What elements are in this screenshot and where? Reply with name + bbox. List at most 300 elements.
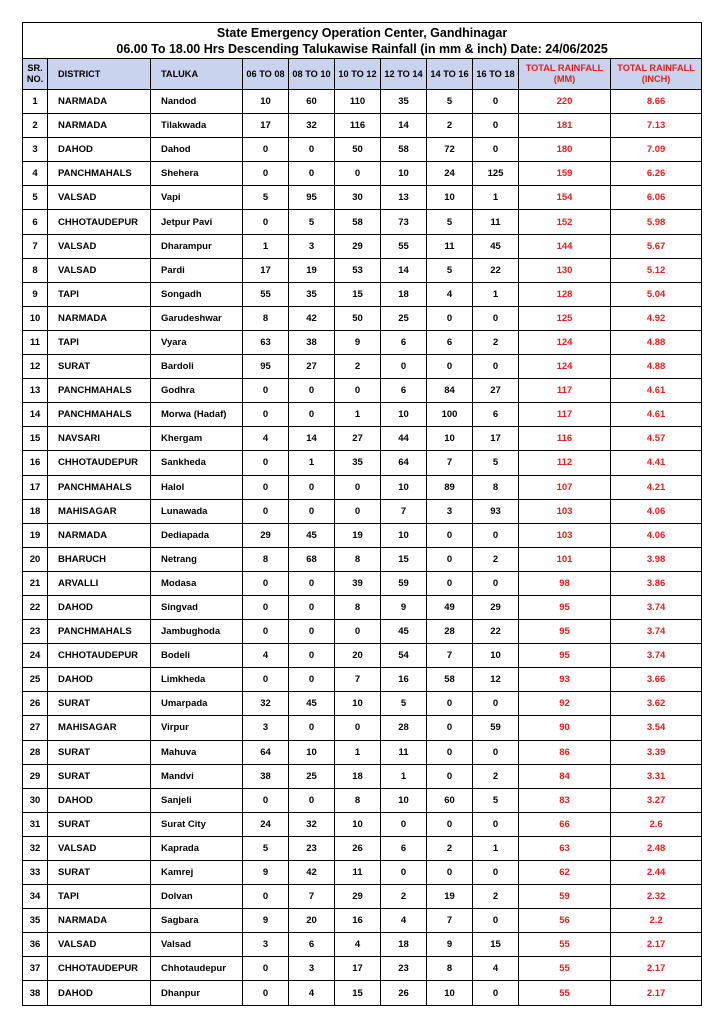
cell-total-mm: 128 <box>519 282 611 306</box>
cell-total-inch: 6.26 <box>611 162 702 186</box>
cell-06-to-08: 5 <box>243 836 289 860</box>
cell-08-to-10: 0 <box>289 668 335 692</box>
cell-total-inch: 4.21 <box>611 475 702 499</box>
cell-sr-no: 3 <box>23 138 48 162</box>
cell-14-to-16: 3 <box>427 499 473 523</box>
cell-total-inch: 3.66 <box>611 668 702 692</box>
cell-district: CHHOTAUDEPUR <box>48 451 151 475</box>
cell-06-to-08: 0 <box>243 981 289 1005</box>
cell-total-mm: 159 <box>519 162 611 186</box>
cell-12-to-14: 1 <box>381 764 427 788</box>
cell-taluka: Umarpada <box>151 692 243 716</box>
cell-08-to-10: 0 <box>289 379 335 403</box>
cell-total-mm: 95 <box>519 644 611 668</box>
cell-08-to-10: 14 <box>289 427 335 451</box>
cell-12-to-14: 16 <box>381 668 427 692</box>
cell-12-to-14: 0 <box>381 355 427 379</box>
cell-08-to-10: 0 <box>289 644 335 668</box>
cell-06-to-08: 9 <box>243 861 289 885</box>
cell-district: CHHOTAUDEPUR <box>48 644 151 668</box>
cell-14-to-16: 0 <box>427 812 473 836</box>
cell-08-to-10: 35 <box>289 282 335 306</box>
cell-14-to-16: 7 <box>427 644 473 668</box>
cell-10-to-12: 7 <box>335 668 381 692</box>
cell-sr-no: 34 <box>23 885 48 909</box>
cell-sr-no: 18 <box>23 499 48 523</box>
cell-16-to-18: 17 <box>473 427 519 451</box>
cell-06-to-08: 17 <box>243 258 289 282</box>
cell-12-to-14: 6 <box>381 379 427 403</box>
cell-10-to-12: 2 <box>335 355 381 379</box>
cell-total-inch: 2.48 <box>611 836 702 860</box>
cell-12-to-14: 35 <box>381 90 427 114</box>
table-row <box>23 427 702 451</box>
cell-12-to-14: 5 <box>381 692 427 716</box>
table-row <box>23 668 702 692</box>
cell-16-to-18: 1 <box>473 836 519 860</box>
table-row <box>23 571 702 595</box>
cell-16-to-18: 0 <box>473 692 519 716</box>
cell-14-to-16: 11 <box>427 234 473 258</box>
cell-08-to-10: 5 <box>289 210 335 234</box>
cell-16-to-18: 1 <box>473 282 519 306</box>
cell-total-mm: 180 <box>519 138 611 162</box>
cell-total-mm: 98 <box>519 571 611 595</box>
cell-sr-no: 11 <box>23 330 48 354</box>
cell-total-inch: 5.12 <box>611 258 702 282</box>
header-district: DISTRICT <box>48 59 151 90</box>
cell-16-to-18: 6 <box>473 403 519 427</box>
cell-taluka: Pardi <box>151 258 243 282</box>
cell-total-inch: 4.06 <box>611 523 702 547</box>
cell-taluka: Khergam <box>151 427 243 451</box>
cell-16-to-18: 12 <box>473 668 519 692</box>
cell-10-to-12: 16 <box>335 909 381 933</box>
cell-district: DAHOD <box>48 138 151 162</box>
cell-08-to-10: 0 <box>289 475 335 499</box>
cell-16-to-18: 59 <box>473 716 519 740</box>
table-row <box>23 788 702 812</box>
cell-district: SURAT <box>48 861 151 885</box>
cell-total-inch: 4.88 <box>611 330 702 354</box>
cell-06-to-08: 0 <box>243 620 289 644</box>
cell-14-to-16: 9 <box>427 933 473 957</box>
cell-total-inch: 4.92 <box>611 306 702 330</box>
cell-06-to-08: 32 <box>243 692 289 716</box>
cell-16-to-18: 2 <box>473 885 519 909</box>
cell-06-to-08: 10 <box>243 90 289 114</box>
cell-10-to-12: 27 <box>335 427 381 451</box>
cell-taluka: Dharampur <box>151 234 243 258</box>
cell-14-to-16: 24 <box>427 162 473 186</box>
cell-10-to-12: 15 <box>335 282 381 306</box>
cell-district: NAVSARI <box>48 427 151 451</box>
table-row <box>23 138 702 162</box>
cell-10-to-12: 110 <box>335 90 381 114</box>
table-row <box>23 379 702 403</box>
header-sr-no: SR. NO. <box>23 59 48 90</box>
cell-14-to-16: 0 <box>427 355 473 379</box>
cell-14-to-16: 5 <box>427 90 473 114</box>
cell-district: NARMADA <box>48 114 151 138</box>
cell-district: SURAT <box>48 355 151 379</box>
cell-08-to-10: 0 <box>289 571 335 595</box>
cell-district: TAPI <box>48 885 151 909</box>
cell-total-inch: 3.27 <box>611 788 702 812</box>
table-row <box>23 981 702 1005</box>
cell-08-to-10: 0 <box>289 716 335 740</box>
cell-16-to-18: 0 <box>473 114 519 138</box>
cell-06-to-08: 64 <box>243 740 289 764</box>
cell-total-mm: 63 <box>519 836 611 860</box>
cell-sr-no: 22 <box>23 595 48 619</box>
cell-06-to-08: 17 <box>243 114 289 138</box>
cell-08-to-10: 0 <box>289 620 335 644</box>
cell-total-mm: 83 <box>519 788 611 812</box>
cell-district: MAHISAGAR <box>48 499 151 523</box>
report-title-line1: State Emergency Operation Center, Gandhinagar <box>216 26 508 40</box>
table-row <box>23 547 702 571</box>
cell-08-to-10: 60 <box>289 90 335 114</box>
cell-16-to-18: 0 <box>473 981 519 1005</box>
cell-total-mm: 154 <box>519 186 611 210</box>
cell-06-to-08: 0 <box>243 595 289 619</box>
cell-total-mm: 117 <box>519 403 611 427</box>
cell-taluka: Limkheda <box>151 668 243 692</box>
cell-district: CHHOTAUDEPUR <box>48 210 151 234</box>
cell-district: VALSAD <box>48 258 151 282</box>
cell-08-to-10: 38 <box>289 330 335 354</box>
cell-16-to-18: 0 <box>473 523 519 547</box>
cell-sr-no: 29 <box>23 764 48 788</box>
table-row <box>23 957 702 981</box>
cell-08-to-10: 45 <box>289 692 335 716</box>
cell-14-to-16: 28 <box>427 620 473 644</box>
cell-12-to-14: 9 <box>381 595 427 619</box>
cell-06-to-08: 0 <box>243 451 289 475</box>
cell-08-to-10: 25 <box>289 764 335 788</box>
cell-08-to-10: 10 <box>289 740 335 764</box>
cell-06-to-08: 5 <box>243 186 289 210</box>
cell-12-to-14: 6 <box>381 330 427 354</box>
cell-sr-no: 6 <box>23 210 48 234</box>
cell-sr-no: 36 <box>23 933 48 957</box>
cell-total-inch: 4.57 <box>611 427 702 451</box>
cell-total-inch: 4.61 <box>611 403 702 427</box>
cell-sr-no: 9 <box>23 282 48 306</box>
cell-06-to-08: 55 <box>243 282 289 306</box>
cell-total-inch: 2.17 <box>611 957 702 981</box>
cell-06-to-08: 0 <box>243 403 289 427</box>
cell-06-to-08: 0 <box>243 957 289 981</box>
rainfall-report <box>22 22 701 1006</box>
cell-taluka: Bodeli <box>151 644 243 668</box>
cell-14-to-16: 10 <box>427 186 473 210</box>
table-row <box>23 258 702 282</box>
cell-district: DAHOD <box>48 981 151 1005</box>
cell-district: MAHISAGAR <box>48 716 151 740</box>
header-taluka: TALUKA <box>151 59 243 90</box>
cell-16-to-18: 2 <box>473 764 519 788</box>
cell-taluka: Songadh <box>151 282 243 306</box>
cell-total-inch: 2.17 <box>611 981 702 1005</box>
cell-10-to-12: 0 <box>335 620 381 644</box>
table-row <box>23 330 702 354</box>
cell-district: PANCHMAHALS <box>48 620 151 644</box>
cell-14-to-16: 0 <box>427 716 473 740</box>
cell-total-mm: 84 <box>519 764 611 788</box>
cell-06-to-08: 3 <box>243 933 289 957</box>
cell-06-to-08: 0 <box>243 162 289 186</box>
cell-sr-no: 27 <box>23 716 48 740</box>
cell-12-to-14: 0 <box>381 861 427 885</box>
cell-14-to-16: 10 <box>427 981 473 1005</box>
cell-total-mm: 55 <box>519 933 611 957</box>
cell-total-inch: 4.61 <box>611 379 702 403</box>
cell-sr-no: 33 <box>23 861 48 885</box>
table-row <box>23 403 702 427</box>
cell-sr-no: 26 <box>23 692 48 716</box>
cell-14-to-16: 58 <box>427 668 473 692</box>
cell-10-to-12: 8 <box>335 595 381 619</box>
cell-06-to-08: 63 <box>243 330 289 354</box>
cell-12-to-14: 4 <box>381 909 427 933</box>
cell-total-inch: 2.6 <box>611 812 702 836</box>
cell-total-inch: 2.44 <box>611 861 702 885</box>
cell-12-to-14: 11 <box>381 740 427 764</box>
cell-10-to-12: 50 <box>335 138 381 162</box>
header-08-to-10: 08 TO 10 <box>289 59 335 90</box>
cell-total-mm: 220 <box>519 90 611 114</box>
cell-12-to-14: 15 <box>381 547 427 571</box>
cell-district: CHHOTAUDEPUR <box>48 957 151 981</box>
table-row <box>23 692 702 716</box>
report-title <box>23 23 702 59</box>
cell-14-to-16: 0 <box>427 306 473 330</box>
cell-taluka: Shehera <box>151 162 243 186</box>
cell-taluka: Valsad <box>151 933 243 957</box>
cell-taluka: Jetpur Pavi <box>151 210 243 234</box>
cell-sr-no: 4 <box>23 162 48 186</box>
cell-12-to-14: 23 <box>381 957 427 981</box>
cell-16-to-18: 0 <box>473 138 519 162</box>
cell-sr-no: 30 <box>23 788 48 812</box>
cell-district: SURAT <box>48 812 151 836</box>
cell-12-to-14: 55 <box>381 234 427 258</box>
cell-total-inch: 8.66 <box>611 90 702 114</box>
cell-10-to-12: 30 <box>335 186 381 210</box>
cell-total-inch: 3.74 <box>611 644 702 668</box>
cell-total-mm: 130 <box>519 258 611 282</box>
table-row <box>23 885 702 909</box>
cell-08-to-10: 68 <box>289 547 335 571</box>
cell-12-to-14: 7 <box>381 499 427 523</box>
cell-sr-no: 13 <box>23 379 48 403</box>
cell-14-to-16: 5 <box>427 210 473 234</box>
cell-12-to-14: 45 <box>381 620 427 644</box>
cell-06-to-08: 0 <box>243 668 289 692</box>
table-row <box>23 933 702 957</box>
cell-12-to-14: 6 <box>381 836 427 860</box>
cell-district: TAPI <box>48 330 151 354</box>
cell-08-to-10: 42 <box>289 306 335 330</box>
cell-10-to-12: 8 <box>335 547 381 571</box>
cell-sr-no: 24 <box>23 644 48 668</box>
header-total-mm: TOTAL RAINFALL (MM) <box>519 59 611 90</box>
table-row <box>23 523 702 547</box>
cell-taluka: Surat City <box>151 812 243 836</box>
cell-10-to-12: 116 <box>335 114 381 138</box>
cell-06-to-08: 0 <box>243 475 289 499</box>
cell-10-to-12: 0 <box>335 379 381 403</box>
table-row <box>23 451 702 475</box>
cell-10-to-12: 53 <box>335 258 381 282</box>
cell-08-to-10: 0 <box>289 788 335 812</box>
cell-08-to-10: 27 <box>289 355 335 379</box>
cell-sr-no: 20 <box>23 547 48 571</box>
cell-16-to-18: 125 <box>473 162 519 186</box>
cell-08-to-10: 95 <box>289 186 335 210</box>
cell-10-to-12: 17 <box>335 957 381 981</box>
cell-district: VALSAD <box>48 234 151 258</box>
cell-total-inch: 6.06 <box>611 186 702 210</box>
cell-10-to-12: 26 <box>335 836 381 860</box>
table-row <box>23 162 702 186</box>
cell-10-to-12: 11 <box>335 861 381 885</box>
cell-16-to-18: 0 <box>473 909 519 933</box>
table-row <box>23 499 702 523</box>
cell-10-to-12: 15 <box>335 981 381 1005</box>
cell-total-mm: 55 <box>519 981 611 1005</box>
cell-district: DAHOD <box>48 788 151 812</box>
cell-taluka: Garudeshwar <box>151 306 243 330</box>
table-row <box>23 210 702 234</box>
cell-16-to-18: 0 <box>473 306 519 330</box>
cell-total-inch: 5.67 <box>611 234 702 258</box>
cell-10-to-12: 1 <box>335 740 381 764</box>
table-row <box>23 234 702 258</box>
cell-10-to-12: 29 <box>335 234 381 258</box>
cell-district: DAHOD <box>48 595 151 619</box>
cell-district: PANCHMAHALS <box>48 475 151 499</box>
cell-total-mm: 124 <box>519 355 611 379</box>
cell-total-mm: 62 <box>519 861 611 885</box>
cell-12-to-14: 18 <box>381 282 427 306</box>
cell-06-to-08: 8 <box>243 306 289 330</box>
cell-total-inch: 2.17 <box>611 933 702 957</box>
cell-10-to-12: 10 <box>335 692 381 716</box>
cell-06-to-08: 3 <box>243 716 289 740</box>
cell-14-to-16: 84 <box>427 379 473 403</box>
table-row <box>23 644 702 668</box>
cell-16-to-18: 2 <box>473 547 519 571</box>
cell-district: BHARUCH <box>48 547 151 571</box>
cell-12-to-14: 28 <box>381 716 427 740</box>
cell-16-to-18: 0 <box>473 571 519 595</box>
cell-total-inch: 3.86 <box>611 571 702 595</box>
cell-14-to-16: 0 <box>427 547 473 571</box>
cell-district: PANCHMAHALS <box>48 403 151 427</box>
cell-10-to-12: 9 <box>335 330 381 354</box>
header-total-inch: TOTAL RAINFALL (INCH) <box>611 59 702 90</box>
cell-total-inch: 2.2 <box>611 909 702 933</box>
cell-10-to-12: 0 <box>335 499 381 523</box>
cell-08-to-10: 0 <box>289 138 335 162</box>
cell-16-to-18: 10 <box>473 644 519 668</box>
cell-district: NARMADA <box>48 90 151 114</box>
cell-total-mm: 103 <box>519 523 611 547</box>
cell-total-inch: 4.06 <box>611 499 702 523</box>
cell-06-to-08: 0 <box>243 210 289 234</box>
cell-taluka: Chhotaudepur <box>151 957 243 981</box>
cell-14-to-16: 0 <box>427 740 473 764</box>
cell-10-to-12: 29 <box>335 885 381 909</box>
cell-total-mm: 112 <box>519 451 611 475</box>
table-row <box>23 909 702 933</box>
cell-08-to-10: 7 <box>289 885 335 909</box>
cell-16-to-18: 0 <box>473 355 519 379</box>
cell-14-to-16: 89 <box>427 475 473 499</box>
cell-14-to-16: 0 <box>427 523 473 547</box>
cell-16-to-18: 22 <box>473 620 519 644</box>
cell-12-to-14: 44 <box>381 427 427 451</box>
table-row <box>23 114 702 138</box>
cell-12-to-14: 13 <box>381 186 427 210</box>
cell-10-to-12: 0 <box>335 162 381 186</box>
cell-14-to-16: 8 <box>427 957 473 981</box>
cell-06-to-08: 4 <box>243 427 289 451</box>
cell-taluka: Vapi <box>151 186 243 210</box>
cell-10-to-12: 4 <box>335 933 381 957</box>
column-header-row <box>23 59 702 90</box>
cell-10-to-12: 1 <box>335 403 381 427</box>
cell-district: SURAT <box>48 692 151 716</box>
cell-total-inch: 3.39 <box>611 740 702 764</box>
cell-total-mm: 95 <box>519 595 611 619</box>
cell-district: VALSAD <box>48 186 151 210</box>
cell-10-to-12: 35 <box>335 451 381 475</box>
cell-16-to-18: 8 <box>473 475 519 499</box>
header-14-to-16: 14 TO 16 <box>427 59 473 90</box>
cell-sr-no: 23 <box>23 620 48 644</box>
cell-total-mm: 56 <box>519 909 611 933</box>
cell-16-to-18: 5 <box>473 451 519 475</box>
cell-total-mm: 101 <box>519 547 611 571</box>
cell-taluka: Tilakwada <box>151 114 243 138</box>
cell-12-to-14: 0 <box>381 812 427 836</box>
cell-06-to-08: 0 <box>243 499 289 523</box>
table-row <box>23 861 702 885</box>
cell-total-inch: 5.98 <box>611 210 702 234</box>
cell-16-to-18: 27 <box>473 379 519 403</box>
cell-total-mm: 117 <box>519 379 611 403</box>
cell-16-to-18: 45 <box>473 234 519 258</box>
cell-14-to-16: 0 <box>427 692 473 716</box>
cell-12-to-14: 2 <box>381 885 427 909</box>
cell-sr-no: 31 <box>23 812 48 836</box>
cell-district: SURAT <box>48 740 151 764</box>
cell-sr-no: 32 <box>23 836 48 860</box>
cell-total-inch: 3.74 <box>611 595 702 619</box>
table-row <box>23 282 702 306</box>
cell-10-to-12: 0 <box>335 475 381 499</box>
cell-district: VALSAD <box>48 933 151 957</box>
table-row <box>23 186 702 210</box>
cell-06-to-08: 4 <box>243 644 289 668</box>
cell-12-to-14: 59 <box>381 571 427 595</box>
cell-10-to-12: 8 <box>335 788 381 812</box>
cell-16-to-18: 11 <box>473 210 519 234</box>
